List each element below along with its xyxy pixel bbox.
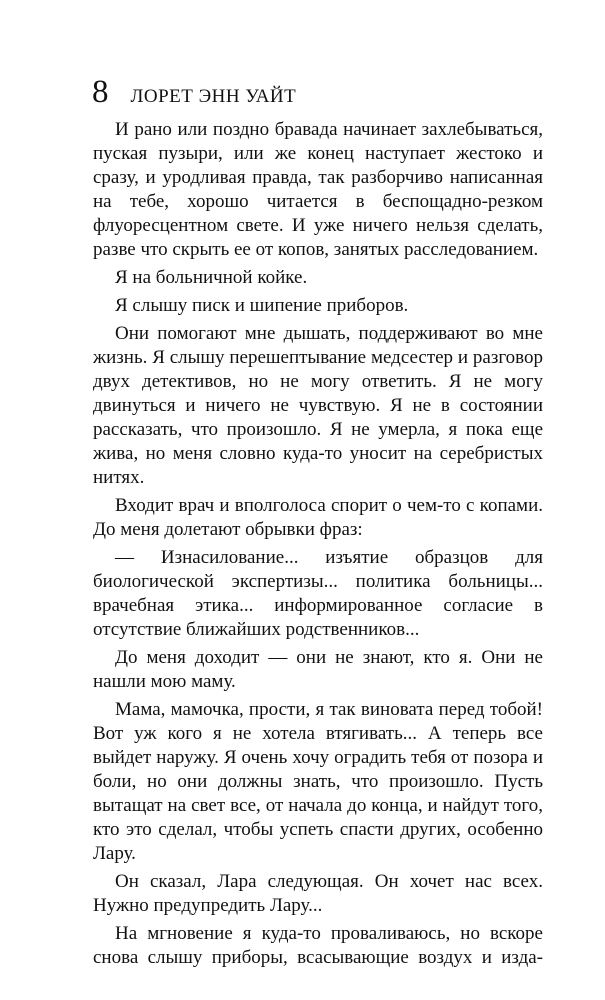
paragraph-10: На мгновение я куда-то проваливаюсь, но вскоре снова слышу приборы, всасывающие воздух и изда-	[93, 923, 543, 968]
paragraph-1: И рано или поздно бравада начинает захлебываться, пуская пузыри, или же конец наступает жестоко и сразу, и уродливая правда, так разборчиво написанная на тебе, хорошо читается в беспощадно-резком флуоресцентном свете. И уже ничего нельзя сделать, разве что скрыть ее от копов, занятых расследованием.	[93, 119, 543, 260]
running-header	[92, 72, 296, 112]
paragraph-5: Входит врач и вполголоса спорит о чем-то с копами. До меня долетают обрывки фраз:	[93, 495, 543, 540]
paragraph-4: Они помогают мне дышать, поддерживают во мне жизнь. Я слышу перешептывание медсестер и разговор двух детективов, но не могу ответить. Я не могу двинуться и ничего не чувствую. Я не в состоянии рассказать, что произошло. Я не умерла, я пока еще жива, но меня словно куда-то уносит на серебристых нитях.	[93, 323, 543, 488]
paragraph-7: До меня доходит — они не знают, кто я. Они не нашли мою маму.	[93, 647, 543, 692]
page-number: 8	[92, 74, 109, 110]
paragraph-3: Я слышу писк и шипение приборов.	[115, 295, 409, 316]
paragraph-8: Мама, мамочка, прости, я так виновата перед тобой! Вот уж кого я не хотела втягивать... А теперь все выйдет наружу. Я очень хочу оградить тебя от позора и боли, но они должны знать, что произошло. Пусть вытащат на свет все, от начала до конца, и найдут того, кто это сделал, чтобы успеть спасти других, особенно Лару.	[93, 699, 543, 864]
paragraph-2: Я на больничной койке.	[115, 267, 308, 288]
paragraph-9: Он сказал, Лара следующая. Он хочет нас всех. Нужно предупредить Лару...	[93, 871, 543, 916]
body-text	[93, 118, 543, 974]
paragraph-6: — Изнасилование... изъятие образцов для биологической экспертизы... политика больницы... врачебная этика... информированное согласие в отсутствие ближайших родственников...	[93, 547, 543, 640]
author-name: ЛОРЕТ ЭНН УАЙТ	[130, 86, 297, 107]
